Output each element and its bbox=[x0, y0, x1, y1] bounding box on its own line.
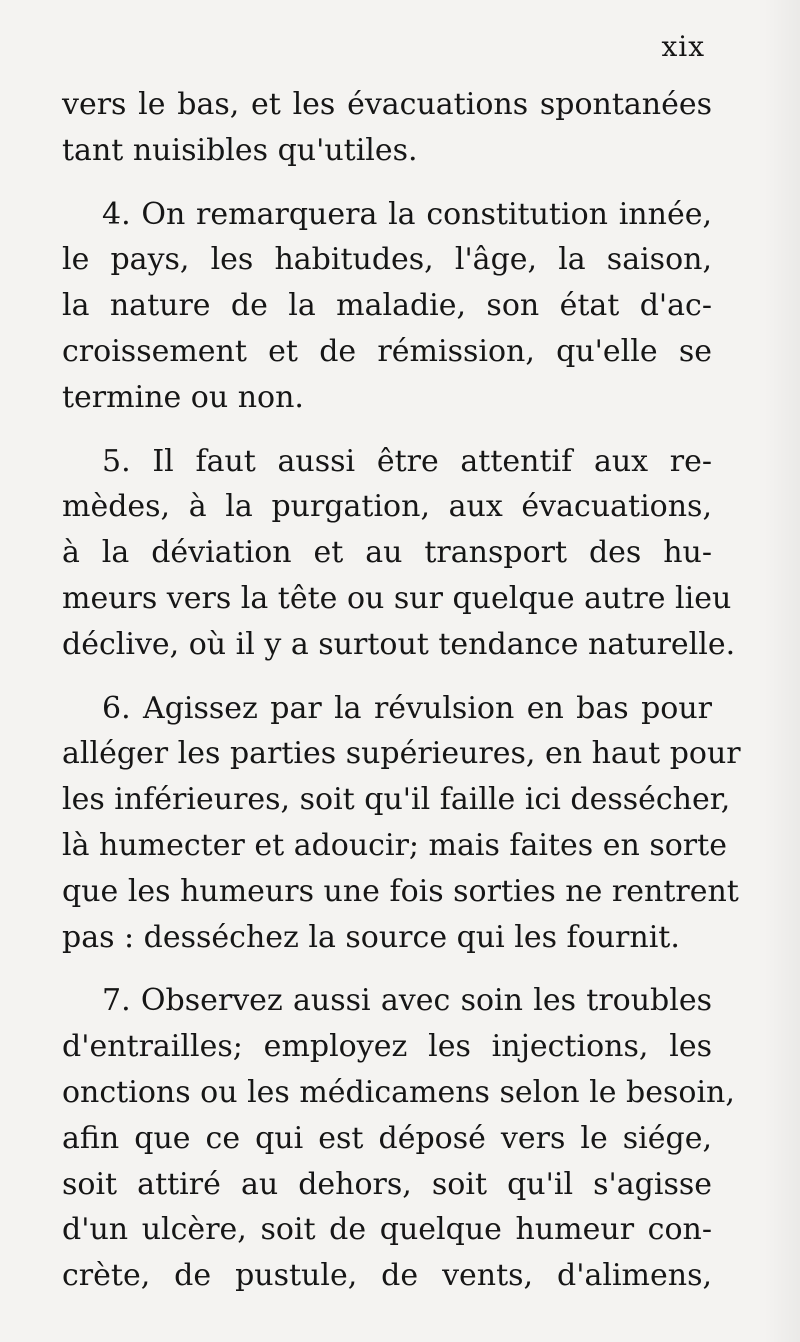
text-line: 7. Observez aussi avec soin les troubles bbox=[102, 983, 712, 1019]
text-line: meurs vers la tête ou sur quelque autre lieu bbox=[62, 580, 732, 616]
text-line: croissement et de rémission, qu'elle se bbox=[62, 333, 712, 369]
paragraph-5 bbox=[62, 439, 736, 668]
text-line: alléger les parties supérieures, en haut pour bbox=[62, 736, 741, 772]
text-line: mèdes, à la purgation, aux évacuations, bbox=[62, 489, 712, 525]
text-line: tant nuisibles qu'utiles. bbox=[62, 132, 418, 168]
body-text bbox=[62, 82, 741, 1299]
paragraph-gap bbox=[62, 960, 712, 978]
text-line: que les humeurs une fois sorties ne rentrent bbox=[62, 873, 739, 909]
paragraph-gap bbox=[62, 421, 712, 439]
paragraph-4 bbox=[62, 192, 712, 421]
text-line: crète, de pustule, de vents, d'alimens, bbox=[62, 1258, 712, 1294]
page-edge-shadow bbox=[764, 0, 800, 1342]
text-line: là humecter et adoucir; mais faites en sorte bbox=[62, 827, 727, 863]
text-line: déclive, où il y a surtout tendance naturelle. bbox=[62, 626, 736, 662]
text-line: termine ou non. bbox=[62, 379, 304, 415]
paragraph-gap bbox=[62, 174, 712, 192]
text-line: 6. Agissez par la révulsion en bas pour bbox=[102, 690, 712, 726]
text-line: à la déviation et au transport des hu- bbox=[62, 535, 712, 571]
text-line: les inférieures, soit qu'il faille ici dessécher, bbox=[62, 782, 731, 818]
text-line: onctions ou les médicamens selon le besoin, bbox=[62, 1074, 735, 1110]
paragraph-7 bbox=[62, 978, 735, 1299]
text-line: pas : desséchez la source qui les fournit. bbox=[62, 919, 680, 955]
paragraph-continuation bbox=[62, 82, 712, 174]
text-line: afin que ce qui est déposé vers le siége, bbox=[62, 1120, 712, 1156]
text-line: la nature de la maladie, son état d'ac- bbox=[62, 288, 712, 324]
paragraph-6 bbox=[62, 686, 741, 961]
text-line: vers le bas, et les évacuations spontanées bbox=[62, 87, 712, 122]
paragraph-gap bbox=[62, 668, 712, 686]
page-number: xix bbox=[661, 30, 705, 63]
text-line: d'un ulcère, soit de quelque humeur con- bbox=[62, 1212, 712, 1248]
text-line: 5. Il faut aussi être attentif aux re- bbox=[102, 443, 712, 479]
text-line: soit attiré au dehors, soit qu'il s'agisse bbox=[62, 1166, 712, 1202]
text-line: 4. On remarquera la constitution innée, bbox=[102, 196, 712, 232]
text-line: d'entrailles; employez les injections, les bbox=[62, 1029, 712, 1065]
text-line: le pays, les habitudes, l'âge, la saison, bbox=[62, 242, 712, 278]
